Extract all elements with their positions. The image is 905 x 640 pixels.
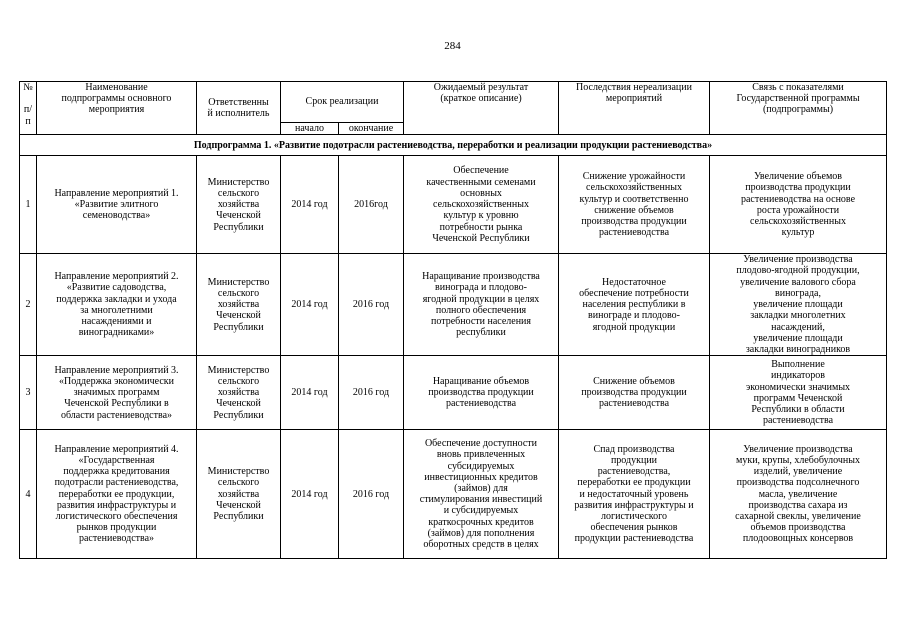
row-responsible: Министерство сельского хозяйства Чеченской Республики: [197, 156, 281, 254]
row-start: 2014 год: [281, 430, 339, 559]
row-expected: Наращивание производства винограда и плодово- ягодной продукции в целях полного обеспечения потребности населения республики: [404, 254, 559, 356]
row-link: Выполнение индикаторов экономически значимых программ Чеченской Республики в области растениеводства: [710, 356, 887, 430]
row-expected: Обеспечение доступности вновь привлеченных субсидируемых инвестиционных кредитов (займов) для стимулирования инвестиций и субсидируемых краткосрочных кредитов (займов) для пополнения оборотных средств в целях: [404, 430, 559, 559]
measures-table: [19, 81, 887, 559]
row-end: 2016год: [339, 156, 404, 254]
row-link: Увеличение объемов производства продукции растениеводства на основе роста урожайности сельскохозяйственных культур: [710, 156, 887, 254]
row-responsible: Министерство сельского хозяйства Чеченской Республики: [197, 430, 281, 559]
table-header: [20, 82, 887, 135]
row-start: 2014 год: [281, 356, 339, 430]
row-name: Направление мероприятий 1. «Развитие элитного семеноводства»: [37, 156, 197, 254]
header-term: Срок реализации: [281, 82, 404, 123]
row-link: Увеличение производства плодово-ягодной продукции, увеличение валового сбора винограда, увеличение площади закладки многолетних насаждений, увеличение площади закладки виноградников: [710, 254, 887, 356]
row-end: 2016 год: [339, 430, 404, 559]
row-num: 2: [20, 254, 37, 356]
header-expected: Ожидаемый результат (краткое описание): [404, 82, 559, 135]
table-row: [20, 254, 887, 356]
subprogram-row: [20, 135, 887, 156]
row-start: 2014 год: [281, 254, 339, 356]
row-consequences: Недостаточное обеспечение потребности населения республики в винограде и плодово- ягодной продукции: [559, 254, 710, 356]
row-start: 2014 год: [281, 156, 339, 254]
row-consequences: Снижение урожайности сельскохозяйственных культур и соответственно снижение объемов производства продукции растениеводства: [559, 156, 710, 254]
row-consequences: Спад производства продукции растениеводства, переработки ее продукции и недостаточный уровень развития инфраструктуры и логистического обеспечения рынков продукции растениеводства: [559, 430, 710, 559]
row-responsible: Министерство сельского хозяйства Чеченской Республики: [197, 356, 281, 430]
subprogram-title: Подпрограмма 1. «Развитие подотрасли растениеводства, переработки и реализации продукции растениеводства»: [20, 135, 887, 156]
row-responsible: Министерство сельского хозяйства Чеченской Республики: [197, 254, 281, 356]
row-end: 2016 год: [339, 356, 404, 430]
row-end: 2016 год: [339, 254, 404, 356]
table-row: [20, 156, 887, 254]
header-consequences: Последствия нереализации мероприятий: [559, 82, 710, 135]
table-row: [20, 356, 887, 430]
row-name: Направление мероприятий 2. «Развитие садоводства, поддержка закладки и ухода за многолетними насаждениями и виноградниками»: [37, 254, 197, 356]
header-responsible: Ответственны й исполнитель: [197, 82, 281, 135]
row-expected: Обеспечение качественными семенами основных сельскохозяйственных культур к уровню потребности рынка Чеченской Республики: [404, 156, 559, 254]
header-link: Связь с показателями Государственной программы (подпрограммы): [710, 82, 887, 135]
row-num: 3: [20, 356, 37, 430]
table-row: [20, 430, 887, 559]
page-number: 284: [444, 40, 461, 52]
row-consequences: Снижение объемов производства продукции растениеводства: [559, 356, 710, 430]
row-num: 1: [20, 156, 37, 254]
row-name: Направление мероприятий 3. «Поддержка экономически значимых программ Чеченской Республики в области растениеводства»: [37, 356, 197, 430]
header-term-start: начало: [281, 123, 339, 135]
header-term-end: окончание: [339, 123, 404, 135]
row-expected: Наращивание объемов производства продукции растениеводства: [404, 356, 559, 430]
header-num: № п/ п: [20, 82, 37, 135]
row-link: Увеличение производства муки, крупы, хлебобулочных изделий, увеличение производства подсолнечного масла, увеличение производства сахара из сахарной свеклы, увеличение объемов производства плодоовощных консервов: [710, 430, 887, 559]
row-num: 4: [20, 430, 37, 559]
row-name: Направление мероприятий 4. «Государственная поддержка кредитования подотрасли растениеводства, переработки ее продукции, развития инфраструктуры и логистического обеспечения рынков продукции растениеводства»: [37, 430, 197, 559]
header-name: Наименование подпрограммы основного мероприятия: [37, 82, 197, 135]
